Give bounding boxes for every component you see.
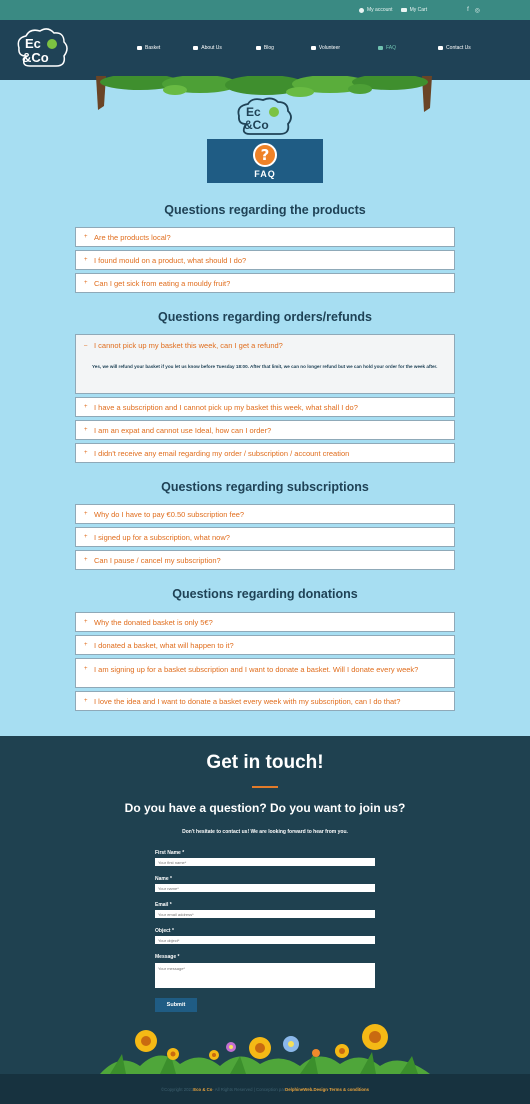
expand-icon: +: [84, 280, 88, 286]
section-title-subscriptions: Questions regarding subscriptions: [161, 480, 369, 494]
handshake-icon: [311, 46, 316, 50]
email-input[interactable]: [155, 910, 375, 918]
faq-item[interactable]: [75, 658, 455, 688]
first-name-input[interactable]: [155, 858, 375, 866]
logo-text-bottom: &Co: [22, 50, 49, 65]
nav-item-contact-us[interactable]: [438, 45, 471, 51]
my-account-label: My account: [367, 7, 393, 13]
faq-question: I didn't receive any email regarding my order / subscription / account creation: [94, 448, 350, 458]
hero-logo-text-top: Ec: [246, 105, 261, 119]
object-input[interactable]: [155, 936, 375, 944]
contact-subtitle: Do you have a question? Do you want to join us?: [124, 801, 406, 815]
hero-logo-text-bottom: &Co: [244, 118, 269, 132]
nav-item-basket[interactable]: [137, 45, 160, 51]
facebook-icon[interactable]: f: [467, 6, 469, 13]
book-icon: [256, 46, 261, 50]
faq-item[interactable]: [75, 273, 455, 293]
hero-banner: [0, 76, 530, 186]
my-cart-label: My Cart: [409, 7, 428, 13]
faq-item[interactable]: [75, 691, 455, 711]
question-mark-icon: ?: [253, 143, 277, 167]
name-input[interactable]: [155, 884, 375, 892]
my-account-link[interactable]: [359, 7, 393, 13]
eco-and-co-logo[interactable]: [16, 26, 70, 70]
faq-question: I am signing up for a basket subscription and I want to donate a basket. Will I donate every week?: [94, 665, 419, 674]
nav-label-faq: FAQ: [386, 45, 397, 51]
nav-label-about-us: About Us: [201, 45, 222, 51]
faq-item[interactable]: [75, 443, 455, 463]
my-cart-link[interactable]: [401, 7, 428, 13]
faq-banner-label: FAQ: [254, 169, 276, 179]
expand-icon: +: [84, 450, 88, 456]
faq-item[interactable]: [75, 504, 455, 524]
faq-item[interactable]: [75, 635, 455, 655]
object-label: Object *: [155, 928, 174, 934]
top-bar: [0, 0, 530, 20]
footer-separator: -: [327, 1086, 330, 1092]
faq-item[interactable]: [75, 550, 455, 570]
nav-label-basket: Basket: [145, 45, 161, 51]
faq-answer: Yes, we will refund your basket if you let us know before Tuesday 18:00. After that limit, we can no longer refund but we can hold your order for the week after.: [92, 364, 438, 369]
expand-icon: +: [84, 642, 88, 648]
expand-icon: +: [84, 619, 88, 625]
expand-icon: +: [84, 511, 88, 517]
nav-item-blog[interactable]: [256, 45, 274, 51]
faq-item[interactable]: [75, 227, 455, 247]
nav-label-volunteer: Volunteer: [318, 45, 341, 51]
message-textarea[interactable]: [155, 963, 375, 988]
faq-question: Are the products local?: [94, 232, 171, 242]
faq-question: I have a subscription and I cannot pick up my basket this week, what shall I do?: [94, 402, 358, 412]
main-nav: [137, 20, 471, 76]
nav-item-faq[interactable]: [378, 45, 396, 51]
expand-icon: +: [84, 698, 88, 704]
first-name-label: First Name *: [155, 850, 185, 856]
user-icon: [359, 8, 364, 13]
basket-icon: [137, 46, 142, 50]
faq-question: I signed up for a subscription, what now?: [94, 532, 230, 542]
expand-icon: +: [84, 257, 88, 263]
expand-icon: +: [84, 666, 88, 672]
collapse-icon: –: [84, 342, 88, 349]
copyright-middle: - All Rights Reserved | Conception par: [212, 1086, 286, 1092]
faq-item[interactable]: [75, 397, 455, 417]
expand-icon: +: [84, 404, 88, 410]
group-icon: [193, 46, 198, 50]
section-title-donations: Questions regarding donations: [172, 587, 358, 601]
faq-banner: [207, 139, 323, 183]
contact-title: Get in touch!: [206, 752, 324, 773]
name-label: Name *: [155, 876, 172, 882]
faq-question-row: [84, 341, 283, 350]
expand-icon: +: [84, 427, 88, 433]
nav-item-about-us[interactable]: [193, 45, 222, 51]
faq-question: I am an expat and cannot use Ideal, how can I order?: [94, 425, 272, 435]
title-divider: [252, 786, 278, 788]
main-header: [0, 20, 530, 76]
question-icon: [378, 46, 383, 50]
designer-link[interactable]: DelphineWeb.Design: [285, 1086, 328, 1092]
copyright-prefix: ©Copyright 2021: [160, 1086, 194, 1092]
site-footer: [0, 1074, 530, 1104]
terms-link[interactable]: Terms & conditions: [329, 1086, 370, 1092]
faq-question: I donated a basket, what will happen to it?: [94, 640, 234, 650]
faq-question: Can I pause / cancel my subscription?: [94, 555, 221, 565]
expand-icon: +: [84, 557, 88, 563]
flowers-decoration: [100, 1022, 430, 1074]
faq-item[interactable]: [75, 420, 455, 440]
contact-intro: Don't hesitate to contact us! We are looking forward to hear from you.: [182, 829, 348, 835]
message-label: Message *: [155, 954, 180, 960]
social-links: [467, 7, 480, 14]
logo-text-top: Ec: [25, 36, 41, 51]
faq-question: I love the idea and I want to donate a basket every week with my subscription, can I do that?: [94, 696, 401, 706]
faq-question: I found mould on a product, what should I do?: [94, 255, 247, 265]
faq-item[interactable]: [75, 527, 455, 547]
faq-item-expanded[interactable]: [75, 334, 455, 394]
section-title-products: Questions regarding the products: [164, 203, 366, 217]
section-title-orders-refunds: Questions regarding orders/refunds: [158, 310, 372, 324]
nav-label-contact-us: Contact Us: [446, 45, 471, 51]
cart-icon: [401, 8, 407, 12]
expand-icon: +: [84, 234, 88, 240]
nav-item-volunteer[interactable]: [311, 45, 340, 51]
nav-label-blog: Blog: [263, 45, 274, 51]
submit-button[interactable]: Submit: [155, 998, 197, 1012]
expand-icon: +: [84, 534, 88, 540]
envelope-icon: [438, 46, 443, 50]
footer-brand-link[interactable]: Eco & Co: [193, 1086, 213, 1092]
faq-question: Why the donated basket is only 5€?: [94, 617, 213, 627]
email-label: Email *: [155, 902, 172, 908]
faq-item[interactable]: [75, 250, 455, 270]
faq-question: I cannot pick up my basket this week, can I get a refund?: [94, 341, 283, 350]
instagram-icon[interactable]: ◎: [474, 7, 480, 14]
faq-question: Can I get sick from eating a mouldy fruit?: [94, 278, 231, 288]
hero-eco-and-co-logo: [236, 96, 294, 136]
faq-item[interactable]: [75, 612, 455, 632]
faq-question: Why do I have to pay €0.50 subscription fee?: [94, 509, 245, 519]
